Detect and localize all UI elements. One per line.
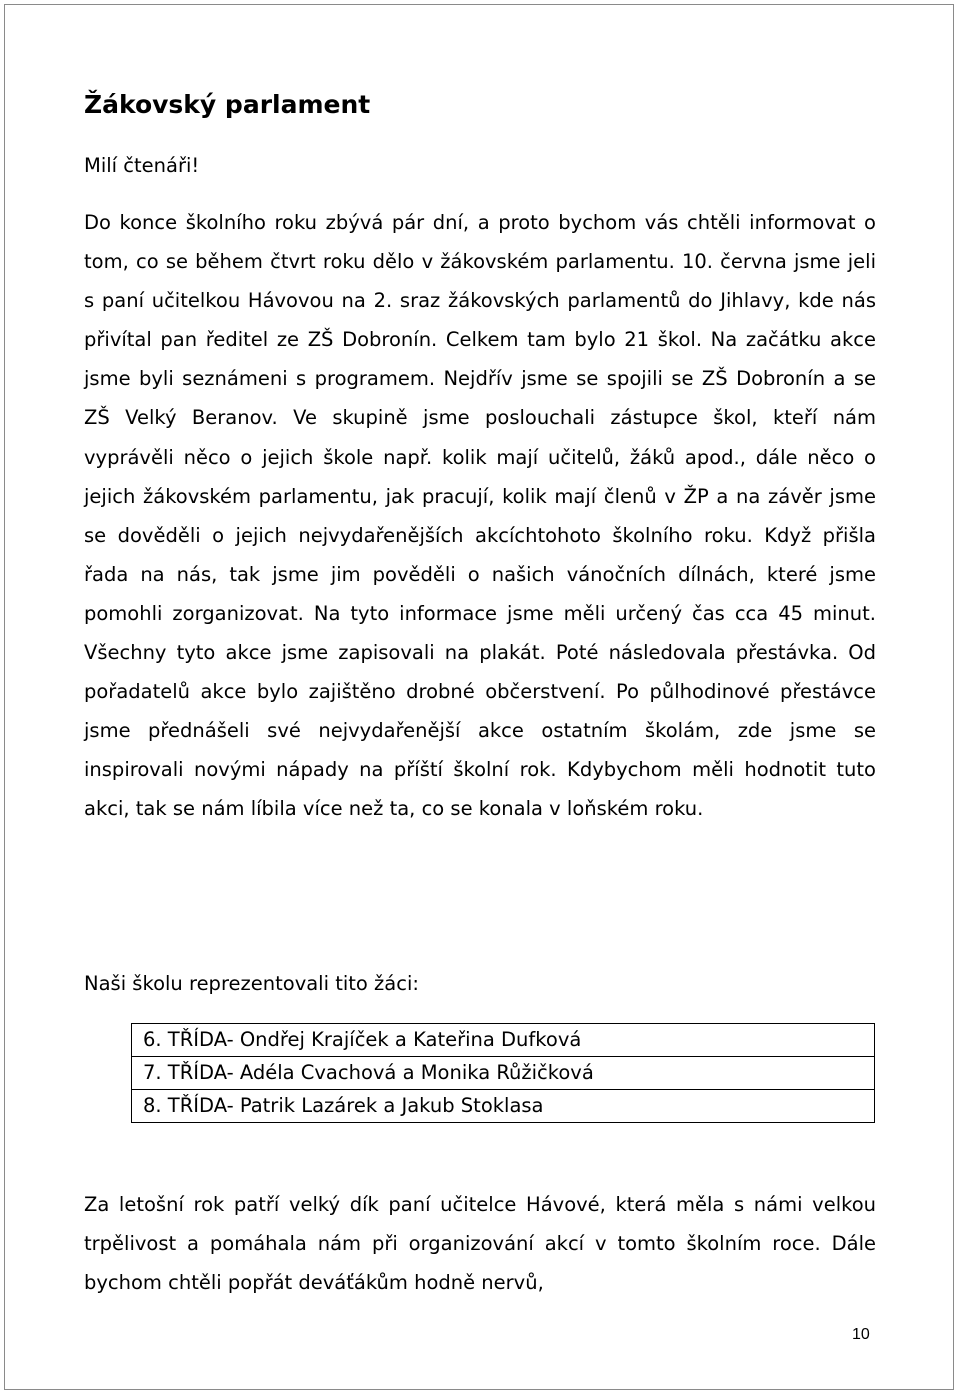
students-table [131,1023,875,1123]
table-row [132,1057,875,1090]
greeting: Milí čtenáři! [84,154,200,177]
paragraph-parliament-report: Do konce školního roku zbývá pár dní, a proto bychom vás chtěli informovat o tom, co se během čtvrt roku dělo v žákovském parlamentu. 10. června jsme jeli s paní učitelkou Hávovou na 2. sraz žákovských parlamentů do Jihlavy, kde nás přivítal pan ředitel ze ZŠ Dobronín. Celkem tam bylo 21 škol. Na začátku akce jsme byli seznámeni s programem. Nejdřív jsme se spojili se ZŠ Dobronín a se ZŠ Velký Beranov. Ve skupině jsme poslouchali zástupce škol, kteří nám vyprávěli něco o jejich škole např. kolik mají učitelů, žáků apod., dále něco o jejich žákovském parlamentu, jak pracují, kolik mají členů v ŽP a na závěr jsme se dověděli o jejich nejvydařenějších akcíchtohoto školního roku. Když přišla řada na nás, tak jsme jim pověděli o našich vánočních dílnách, které jsme pomohli zorganizovat. Na tyto informace jsme měli určený čas cca 45 minut. Všechny tyto akce jsme zapisovali na plakát. Poté následovala přestávka. Od pořadatelů akce bylo zajištěno drobné občerstvení. Po půlhodinové přestávce jsme přednášeli své nejvydařenější akce ostatním školám, zde jsme se inspirovali novými nápady na příští školní rok. Kdybychom měli hodnotit tuto akci, tak se nám líbila více než ta, co se konala v loňském roku. [84,211,876,821]
page-title: Žákovský parlament [84,90,371,119]
table-cell: 7. TŘÍDA- Adéla Cvachová a Monika Růžičková [132,1057,875,1090]
table-row [132,1090,875,1123]
students-intro: Naši školu reprezentovali tito žáci: [84,972,419,995]
table-cell: 6. TŘÍDA- Ondřej Krajíček a Kateřina Dufková [132,1024,875,1057]
paragraph-thanks: Za letošní rok patří velký dík paní učitelce Hávové, která měla s námi velkou trpělivost a pomáhala nám při organizování akcí v tomto školním roce. Dále bychom chtěli popřát deváťákům hodně nervů, [84,1193,876,1295]
page-number: 10 [852,1326,870,1343]
table-cell: 8. TŘÍDA- Patrik Lazárek a Jakub Stoklasa [132,1090,875,1123]
table-row [132,1024,875,1057]
